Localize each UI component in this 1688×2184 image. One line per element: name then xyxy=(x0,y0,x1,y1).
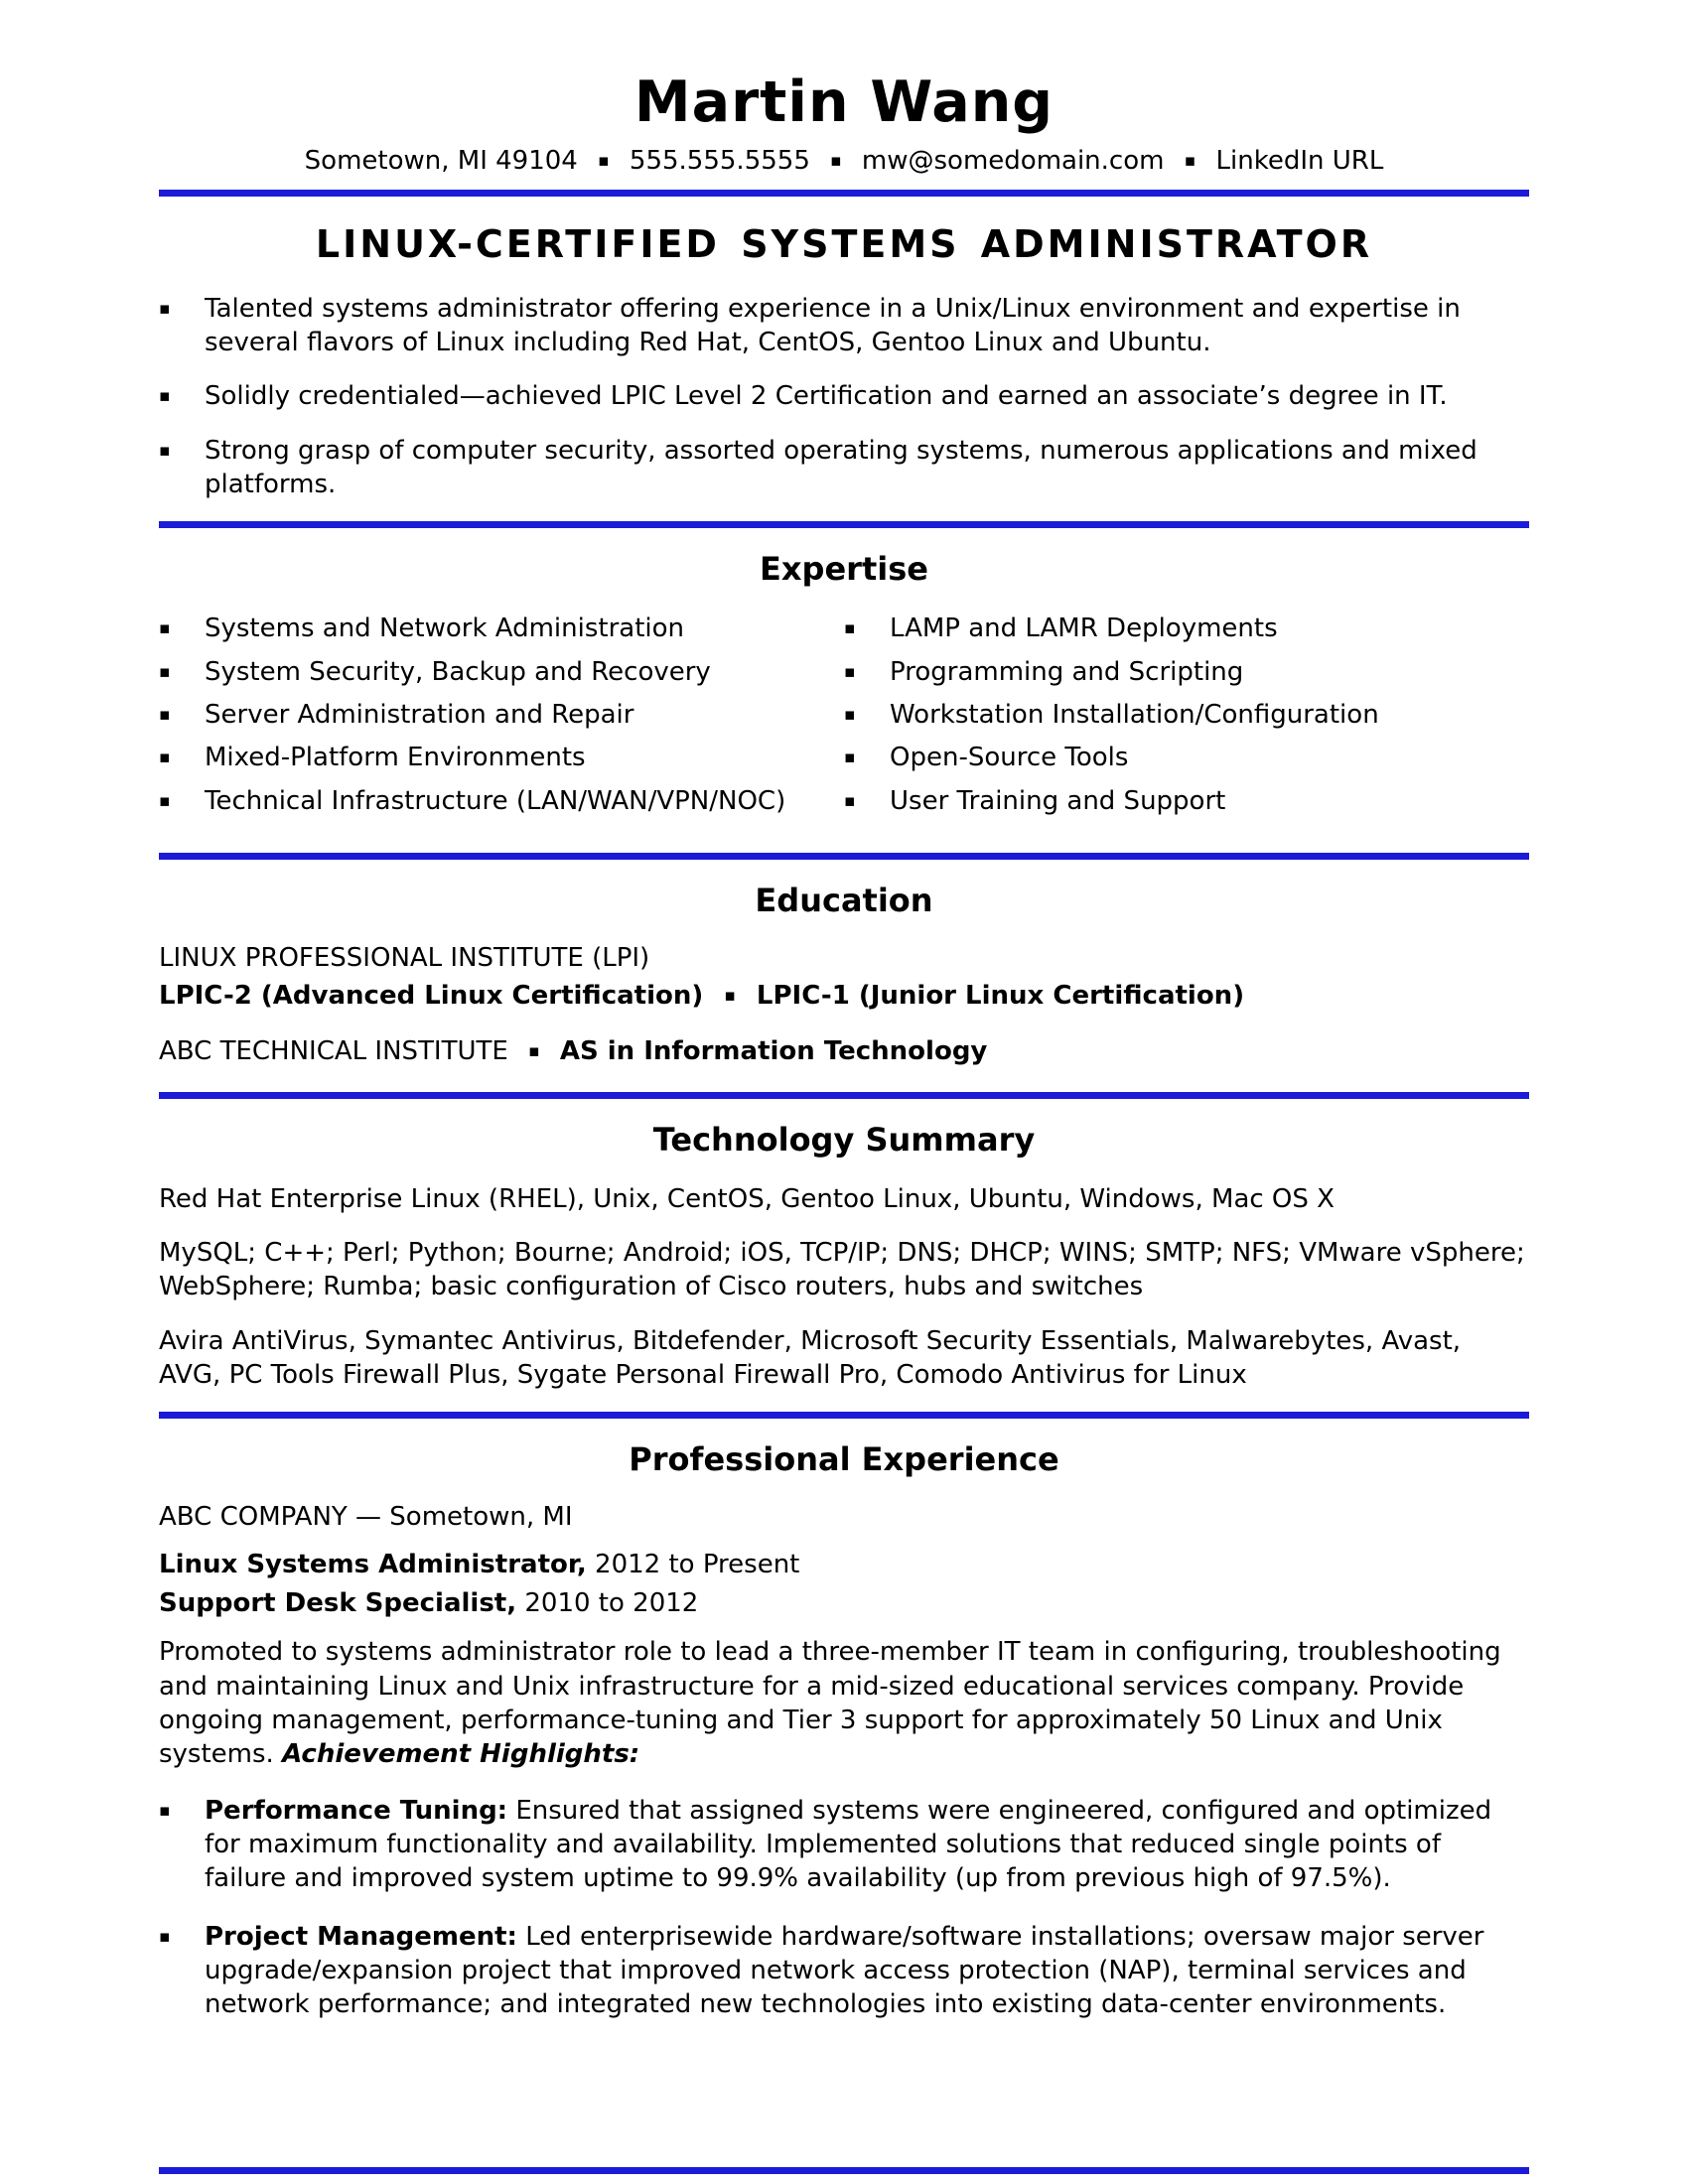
expertise-item: Technical Infrastructure (LAN/WAN/VPN/NOC) xyxy=(205,785,786,816)
achievement-highlights-label: Achievement Highlights: xyxy=(282,1739,640,1770)
section-heading-technology: Technology Summary xyxy=(652,1120,1036,1159)
profile-bullet-text: Strong grasp of computer security, assorted operating systems, numerous applications and mixed platforms. xyxy=(205,435,1477,499)
bullet-square-icon: ▪ xyxy=(159,1800,171,1821)
separator-square-icon: ▪ xyxy=(724,985,736,1006)
expertise-right-column xyxy=(844,612,1529,827)
experience-role-dates: 2010 to 2012 xyxy=(516,1588,699,1619)
experience-company: ABC COMPANY — Sometown, MI xyxy=(159,1502,573,1533)
education-school: ABC TECHNICAL INSTITUTE xyxy=(159,1035,508,1066)
section-divider xyxy=(159,1412,1529,1419)
expertise-item: System Security, Backup and Recovery xyxy=(205,656,711,687)
experience-bullet-body: Ensured that assigned systems were engineered, configured and optimized for maximum functionality and availability. Implemented solutions that reduced single points of failure and improved system uptime to 99.9% availability (up from previous high of 97.5%). xyxy=(205,1795,1492,1894)
bullet-square-icon: ▪ xyxy=(844,704,856,725)
list-item xyxy=(159,741,844,774)
contact-location: Sometown, MI 49104 xyxy=(304,145,578,176)
experience-role-dates: 2012 to Present xyxy=(586,1550,800,1580)
section-divider xyxy=(159,1092,1529,1099)
contact-email: mw@somedomain.com xyxy=(861,145,1165,176)
section-heading-education: Education xyxy=(755,881,933,919)
expertise-item: Workstation Installation/Configuration xyxy=(890,699,1379,730)
bullet-square-icon: ▪ xyxy=(159,704,171,725)
contact-line xyxy=(159,146,1529,176)
bullet-square-icon: ▪ xyxy=(159,298,171,319)
expertise-columns xyxy=(159,612,1529,827)
bottom-page-rule xyxy=(159,2167,1529,2174)
list-item xyxy=(159,434,1529,502)
expertise-item: Programming and Scripting xyxy=(890,656,1244,687)
experience-bullet-body: Led enterprisewide hardware/software installations; oversaw major server upgrade/expansion project that improved network access protection (NAP), terminal services and network performance; and integrated new technologies into existing data-center environments. xyxy=(205,1921,1484,2020)
experience-summary-text: Promoted to systems administrator role to lead a three-member IT team in configuring, troubleshooting and maintaining Linux and Unix infrastructure for a mid-sized educational services company. Provide ongoing management, performance-tuning and Tier 3 support for approximately 50 Linux and Unix systems. xyxy=(159,1637,1501,1770)
experience-summary xyxy=(159,1635,1529,1771)
experience-bullet-lead: Performance Tuning: xyxy=(205,1795,508,1826)
education-certifications xyxy=(159,981,1529,1011)
expertise-item: Mixed-Platform Environments xyxy=(205,743,586,773)
bullet-square-icon: ▪ xyxy=(159,790,171,811)
profile-bullet-text: Talented systems administrator offering experience in a Unix/Linux environment and expertise in several flavors of Linux including Red Hat, CentOS, Gentoo Linux and Ubuntu. xyxy=(205,293,1461,357)
profile-bullet-text: Solidly credentialed—achieved LPIC Level 2 Certification and earned an associate’s degree in IT. xyxy=(205,381,1448,412)
list-item xyxy=(159,1920,1529,2022)
experience-bullet-lead: Project Management: xyxy=(205,1921,517,1952)
page-title: Martin Wang xyxy=(633,69,1055,135)
list-item xyxy=(159,655,844,689)
resume-headline: LINUX-CERTIFIED SYSTEMS ADMINISTRATOR xyxy=(315,221,1373,266)
list-item xyxy=(844,612,1529,645)
experience-bullet-text xyxy=(205,1920,1529,2022)
section-divider xyxy=(159,853,1529,860)
experience-bullet-text xyxy=(205,1794,1529,1896)
bullet-square-icon: ▪ xyxy=(844,618,856,639)
list-item xyxy=(159,612,844,645)
list-item xyxy=(159,784,844,818)
bullet-square-icon: ▪ xyxy=(844,790,856,811)
list-item xyxy=(844,741,1529,774)
section-divider xyxy=(159,190,1529,197)
section-heading-experience: Professional Experience xyxy=(629,1440,1059,1479)
list-item xyxy=(844,698,1529,732)
bullet-square-icon: ▪ xyxy=(159,1926,171,1947)
separator-square-icon: ▪ xyxy=(598,150,610,171)
section-divider xyxy=(159,521,1529,528)
technology-block xyxy=(159,1182,1529,1393)
list-item xyxy=(159,1794,1529,1896)
technology-paragraph: MySQL; C++; Perl; Python; Bourne; Android; iOS, TCP/IP; DNS; DHCP; WINS; SMTP; NFS; VMware vSphere; WebSphere; Rumba; basic configuration of Cisco routers, hubs and switches xyxy=(159,1238,1525,1302)
expertise-item: Open-Source Tools xyxy=(890,743,1129,773)
section-heading-expertise: Expertise xyxy=(760,550,928,589)
separator-square-icon: ▪ xyxy=(830,150,842,171)
bullet-square-icon: ▪ xyxy=(159,386,171,407)
experience-role xyxy=(159,1584,1529,1623)
list-item xyxy=(844,655,1529,689)
list-item xyxy=(159,698,844,732)
expertise-left-column xyxy=(159,612,844,827)
bullet-square-icon: ▪ xyxy=(844,661,856,682)
education-block xyxy=(159,943,1529,1066)
bullet-square-icon: ▪ xyxy=(159,618,171,639)
experience-bullet-list xyxy=(159,1794,1529,2022)
profile-summary-list xyxy=(159,292,1529,502)
separator-square-icon: ▪ xyxy=(528,1040,540,1061)
list-item xyxy=(844,784,1529,818)
bullet-square-icon: ▪ xyxy=(844,748,856,768)
education-degree-line xyxy=(159,1036,1529,1066)
bullet-square-icon: ▪ xyxy=(159,748,171,768)
expertise-item: Server Administration and Repair xyxy=(205,699,634,730)
technology-paragraph: Red Hat Enterprise Linux (RHEL), Unix, CentOS, Gentoo Linux, Ubuntu, Windows, Mac OS X xyxy=(159,1183,1335,1214)
list-item xyxy=(159,292,1529,360)
expertise-item: Systems and Network Administration xyxy=(205,614,685,644)
separator-square-icon: ▪ xyxy=(1184,150,1196,171)
education-cert: LPIC-2 (Advanced Linux Certification) xyxy=(159,980,704,1011)
expertise-item: LAMP and LAMR Deployments xyxy=(890,614,1278,644)
bullet-square-icon: ▪ xyxy=(159,440,171,461)
contact-phone: 555.555.5555 xyxy=(629,145,810,176)
experience-role-title: Linux Systems Administrator, xyxy=(159,1550,587,1580)
list-item xyxy=(159,379,1529,413)
experience-role xyxy=(159,1546,1529,1584)
education-cert: LPIC-1 (Junior Linux Certification) xyxy=(756,980,1245,1011)
education-school: LINUX PROFESSIONAL INSTITUTE (LPI) xyxy=(159,942,650,973)
bullet-square-icon: ▪ xyxy=(159,661,171,682)
education-degree: AS in Information Technology xyxy=(559,1035,988,1066)
experience-block xyxy=(159,1502,1529,2021)
contact-linkedin: LinkedIn URL xyxy=(1215,145,1384,176)
expertise-item: User Training and Support xyxy=(890,785,1226,816)
experience-role-title: Support Desk Specialist, xyxy=(159,1588,517,1619)
technology-paragraph: Avira AntiVirus, Symantec Antivirus, Bitdefender, Microsoft Security Essentials, Malwarebytes, Avast, AVG, PC Tools Firewall Plus, Sygate Personal Firewall Pro, Comodo Antivirus for Linux xyxy=(159,1325,1462,1391)
